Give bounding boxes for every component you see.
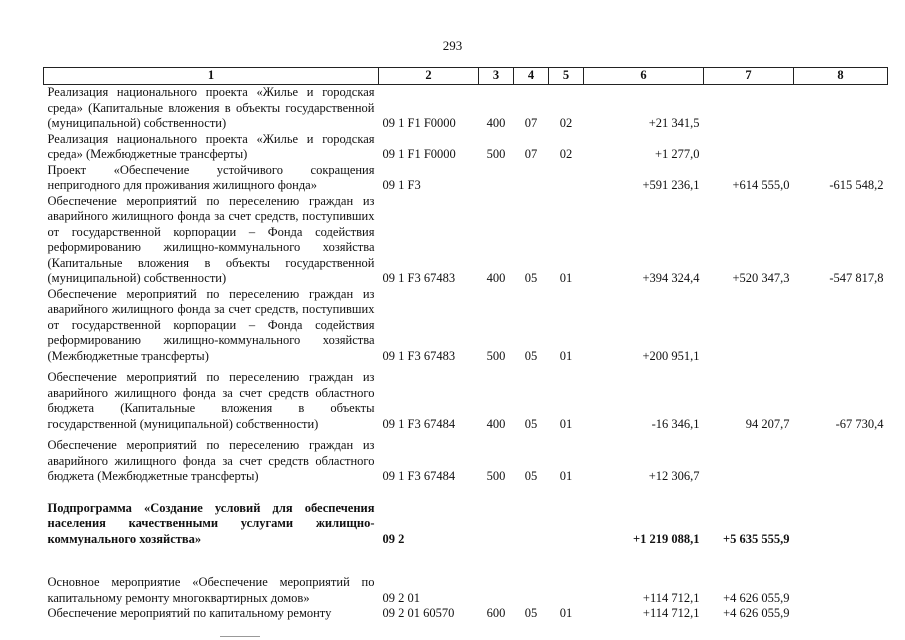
row-col-4: 05 [524, 271, 538, 285]
row-col-8 [794, 485, 888, 548]
row-col-7: +614 555,0 [732, 178, 790, 192]
row-code: 09 1 F1 F0000 [382, 147, 456, 161]
row-col-4 [514, 485, 549, 548]
table-row [44, 85, 888, 132]
row-col-3 [479, 163, 514, 194]
row-description: Обеспечение мероприятий по переселению граждан из аварийного жилищного фонда за счет средств, поступивших от государственной корпорации – Фонда содействия реформированию жилищно-коммунального хозяйства (Межбюджетные трансферты) [47, 286, 375, 363]
row-col-7: +5 635 555,9 [723, 531, 790, 546]
row-col-6: +591 236,1 [642, 178, 700, 192]
row-col-7: 94 207,7 [745, 416, 790, 431]
row-col-6: +1 219 088,1 [633, 531, 700, 546]
row-col-7: +4 626 055,9 [723, 590, 790, 605]
row-col-3: 500 [486, 348, 506, 363]
row-col-7 [704, 132, 794, 163]
row-description: Обеспечение мероприятий по переселению граждан из аварийного жилищного фонда за счет средств, поступивших от государственной корпорации – Фонда содействия реформированию жилищно-коммунального хозяйства (Капитальные вложения в объекты государственной (муниципальной) собственности) [47, 193, 375, 285]
header-col-7: 7 [704, 68, 794, 85]
row-col-7 [704, 287, 794, 365]
row-col-3: 500 [486, 469, 506, 483]
row-description: Подпрограмма «Создание условий для обеспечения населения качественными услугами жилищно-коммунального хозяйства» [47, 500, 375, 546]
row-col-7: +4 626 055,9 [723, 606, 790, 620]
row-code: 09 1 F3 67484 [382, 469, 456, 483]
row-col-7 [704, 85, 794, 132]
row-code: 09 2 01 60570 [382, 606, 455, 620]
row-code: 09 2 [382, 531, 405, 546]
row-description: Обеспечение мероприятий по переселению граждан из аварийного жилищного фонда за счет средств областного бюджета (Межбюджетные трансферты) [47, 438, 375, 483]
table-body [44, 85, 888, 622]
row-col-4: 05 [524, 348, 538, 363]
row-code: 09 1 F1 F0000 [382, 116, 456, 130]
row-code: 09 2 01 [382, 590, 420, 605]
table-row [44, 364, 888, 432]
table-header-row [44, 68, 888, 85]
row-col-8: -67 730,4 [835, 416, 884, 431]
row-col-4: 07 [524, 147, 538, 161]
row-col-5: 01 [559, 469, 573, 483]
row-col-5 [549, 547, 584, 606]
table-row [44, 163, 888, 194]
row-col-8 [794, 85, 888, 132]
row-col-4 [514, 547, 549, 606]
row-col-8 [794, 547, 888, 606]
table-row [44, 485, 888, 548]
table-row [44, 287, 888, 365]
row-col-7 [704, 432, 794, 485]
row-description: Обеспечение мероприятий по переселению граждан из аварийного жилищного фонда за счет средств областного бюджета (Капитальные вложения в объекты государственной (муниципальной) собственности) [47, 370, 375, 431]
row-col-3: 400 [486, 416, 506, 431]
row-col-6: +200 951,1 [642, 348, 700, 363]
header-col-6: 6 [584, 68, 704, 85]
header-col-3: 3 [479, 68, 514, 85]
row-col-3 [479, 485, 514, 548]
row-col-8 [794, 432, 888, 485]
row-col-3: 600 [486, 606, 506, 620]
table-row [44, 432, 888, 485]
row-col-4: 05 [524, 416, 538, 431]
page-number: 293 [442, 38, 463, 53]
row-col-8 [794, 287, 888, 365]
row-description: Основное мероприятие «Обеспечение мероприятий по капитальному ремонту многоквартирных домов» [47, 575, 375, 605]
header-col-4: 4 [514, 68, 549, 85]
row-code: 09 1 F3 67483 [382, 348, 456, 363]
row-col-8: -547 817,8 [829, 271, 884, 285]
header-col-5: 5 [549, 68, 584, 85]
table-row [44, 194, 888, 287]
row-code: 09 1 F3 [382, 178, 421, 192]
row-col-6: +21 341,5 [648, 116, 700, 130]
row-col-6: -16 346,1 [651, 416, 700, 431]
row-code: 09 1 F3 67484 [382, 416, 456, 431]
row-col-5: 01 [559, 348, 573, 363]
row-description: Обеспечение мероприятий по капитальному ремонту [47, 606, 332, 620]
row-col-8: -615 548,2 [829, 178, 884, 192]
row-code: 09 1 F3 67483 [382, 271, 456, 285]
row-col-5: 02 [559, 116, 573, 130]
row-col-5: 02 [559, 147, 573, 161]
row-col-5: 01 [559, 416, 573, 431]
row-col-4: 07 [524, 116, 538, 130]
header-col-8: 8 [794, 68, 888, 85]
row-col-6: +114 712,1 [642, 606, 700, 620]
row-col-6: +394 324,4 [642, 271, 700, 285]
budget-table [43, 67, 888, 622]
header-col-2: 2 [379, 68, 479, 85]
row-col-3 [479, 547, 514, 606]
row-col-3: 400 [486, 116, 506, 130]
row-col-3: 500 [486, 147, 506, 161]
row-col-6: +1 277,0 [654, 147, 700, 161]
row-col-3: 400 [486, 271, 506, 285]
row-description: Реализация национального проекта «Жилье и городская среда» (Межбюджетные трансферты) [47, 131, 375, 161]
row-col-6: +12 306,7 [648, 469, 700, 483]
row-description: Проект «Обеспечение устойчивого сокращения непригодного для проживания жилищного фонда» [47, 162, 375, 192]
row-col-5 [549, 485, 584, 548]
table-row [44, 547, 888, 606]
row-description: Реализация национального проекта «Жилье и городская среда» (Капитальные вложения в объекты государственной (муниципальной) собственности) [47, 85, 375, 130]
row-col-8 [794, 606, 888, 622]
row-col-5: 01 [559, 271, 573, 285]
row-col-7: +520 347,3 [732, 271, 790, 285]
row-col-8 [794, 132, 888, 163]
header-col-1: 1 [44, 68, 379, 85]
table-row [44, 132, 888, 163]
scan-artifact-line [220, 636, 260, 637]
row-col-4: 05 [524, 469, 538, 483]
table-row [44, 606, 888, 622]
row-col-4: 05 [524, 606, 538, 620]
row-col-4 [514, 163, 549, 194]
row-col-5: 01 [559, 606, 573, 620]
row-col-6: +114 712,1 [642, 590, 700, 605]
row-col-5 [549, 163, 584, 194]
